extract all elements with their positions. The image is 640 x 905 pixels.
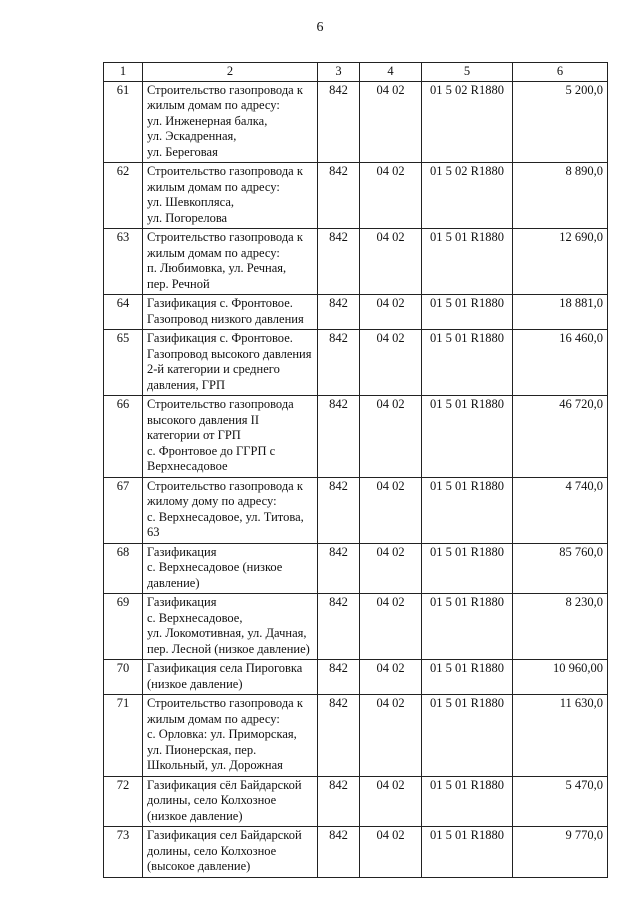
table-row (104, 594, 608, 660)
row-amount: 9 770,0 (513, 827, 608, 878)
row-target-code: 01 5 01 R1880 (422, 477, 513, 543)
row-ministry-code: 842 (318, 81, 360, 163)
row-description: Газификация с. Фронтовое. Газопровод высокого давления 2-й категории и среднего давления, ГРП (143, 330, 318, 396)
row-target-code: 01 5 01 R1880 (422, 660, 513, 695)
row-number: 73 (104, 827, 143, 878)
row-description: Строительство газопровода к жилому дому по адресу: с. Верхнесадовое, ул. Титова, 63 (143, 477, 318, 543)
header-col-5: 5 (422, 63, 513, 82)
row-number: 66 (104, 396, 143, 478)
row-number: 63 (104, 229, 143, 295)
row-target-code: 01 5 01 R1880 (422, 295, 513, 330)
header-col-1: 1 (104, 63, 143, 82)
row-number: 61 (104, 81, 143, 163)
row-description: Газификация села Пироговка (низкое давление) (143, 660, 318, 695)
row-description: Строительство газопровода к жилым домам по адресу: п. Любимовка, ул. Речная, пер. Речной (143, 229, 318, 295)
row-description: Строительство газопровода к жилым домам по адресу: ул. Шевкопляса, ул. Погорелова (143, 163, 318, 229)
row-section-code: 04 02 (360, 477, 422, 543)
table-row (104, 695, 608, 777)
row-ministry-code: 842 (318, 295, 360, 330)
row-ministry-code: 842 (318, 660, 360, 695)
row-amount: 10 960,00 (513, 660, 608, 695)
row-number: 72 (104, 776, 143, 827)
row-ministry-code: 842 (318, 695, 360, 777)
row-ministry-code: 842 (318, 477, 360, 543)
table-row (104, 477, 608, 543)
row-target-code: 01 5 01 R1880 (422, 396, 513, 478)
row-amount: 16 460,0 (513, 330, 608, 396)
row-number: 70 (104, 660, 143, 695)
row-description: Газификация сел Байдарской долины, село Колхозное (высокое давление) (143, 827, 318, 878)
row-section-code: 04 02 (360, 396, 422, 478)
row-number: 67 (104, 477, 143, 543)
row-amount: 5 470,0 (513, 776, 608, 827)
row-section-code: 04 02 (360, 543, 422, 594)
table-row (104, 229, 608, 295)
header-col-3: 3 (318, 63, 360, 82)
row-amount: 8 890,0 (513, 163, 608, 229)
row-number: 64 (104, 295, 143, 330)
row-target-code: 01 5 01 R1880 (422, 594, 513, 660)
page-number: 6 (316, 20, 324, 35)
table-row (104, 295, 608, 330)
table-row (104, 776, 608, 827)
row-ministry-code: 842 (318, 396, 360, 478)
row-amount: 11 630,0 (513, 695, 608, 777)
row-description: Газификация с. Фронтовое. Газопровод низкого давления (143, 295, 318, 330)
row-amount: 4 740,0 (513, 477, 608, 543)
row-ministry-code: 842 (318, 229, 360, 295)
row-section-code: 04 02 (360, 776, 422, 827)
row-description: Строительство газопровода к жилым домам по адресу: ул. Инженерная балка, ул. Эскадренная, ул. Береговая (143, 81, 318, 163)
row-target-code: 01 5 01 R1880 (422, 229, 513, 295)
row-target-code: 01 5 01 R1880 (422, 330, 513, 396)
row-section-code: 04 02 (360, 594, 422, 660)
row-number: 65 (104, 330, 143, 396)
table-row (104, 81, 608, 163)
row-number: 71 (104, 695, 143, 777)
row-section-code: 04 02 (360, 827, 422, 878)
row-target-code: 01 5 01 R1880 (422, 543, 513, 594)
row-amount: 85 760,0 (513, 543, 608, 594)
row-description: Строительство газопровода высокого давления II категории от ГРП с. Фронтовое до ГГРП с Верхнесадовое (143, 396, 318, 478)
row-amount: 5 200,0 (513, 81, 608, 163)
row-number: 69 (104, 594, 143, 660)
row-ministry-code: 842 (318, 543, 360, 594)
row-ministry-code: 842 (318, 163, 360, 229)
header-row (104, 63, 608, 82)
row-description: Газификация с. Верхнесадовое (низкое давление) (143, 543, 318, 594)
row-ministry-code: 842 (318, 330, 360, 396)
row-description: Газификация сёл Байдарской долины, село Колхозное (низкое давление) (143, 776, 318, 827)
row-ministry-code: 842 (318, 776, 360, 827)
header-col-2: 2 (143, 63, 318, 82)
header-col-4: 4 (360, 63, 422, 82)
table-row (104, 827, 608, 878)
row-ministry-code: 842 (318, 594, 360, 660)
row-amount: 8 230,0 (513, 594, 608, 660)
row-section-code: 04 02 (360, 295, 422, 330)
table-row (104, 660, 608, 695)
header-col-6: 6 (513, 63, 608, 82)
row-section-code: 04 02 (360, 81, 422, 163)
table-row (104, 163, 608, 229)
row-amount: 18 881,0 (513, 295, 608, 330)
row-description: Газификация с. Верхнесадовое, ул. Локомотивная, ул. Дачная, пер. Лесной (низкое давление) (143, 594, 318, 660)
row-number: 68 (104, 543, 143, 594)
row-target-code: 01 5 02 R1880 (422, 81, 513, 163)
row-target-code: 01 5 02 R1880 (422, 163, 513, 229)
row-section-code: 04 02 (360, 660, 422, 695)
row-section-code: 04 02 (360, 330, 422, 396)
row-section-code: 04 02 (360, 163, 422, 229)
row-description: Строительство газопровода к жилым домам по адресу: с. Орловка: ул. Приморская, ул. Пионерская, пер. Школьный, ул. Дорожная (143, 695, 318, 777)
row-section-code: 04 02 (360, 229, 422, 295)
row-section-code: 04 02 (360, 695, 422, 777)
row-amount: 46 720,0 (513, 396, 608, 478)
row-target-code: 01 5 01 R1880 (422, 827, 513, 878)
row-target-code: 01 5 01 R1880 (422, 776, 513, 827)
row-ministry-code: 842 (318, 827, 360, 878)
row-target-code: 01 5 01 R1880 (422, 695, 513, 777)
table-row (104, 543, 608, 594)
row-amount: 12 690,0 (513, 229, 608, 295)
budget-table (103, 62, 608, 878)
table-row (104, 330, 608, 396)
table-row (104, 396, 608, 478)
row-number: 62 (104, 163, 143, 229)
